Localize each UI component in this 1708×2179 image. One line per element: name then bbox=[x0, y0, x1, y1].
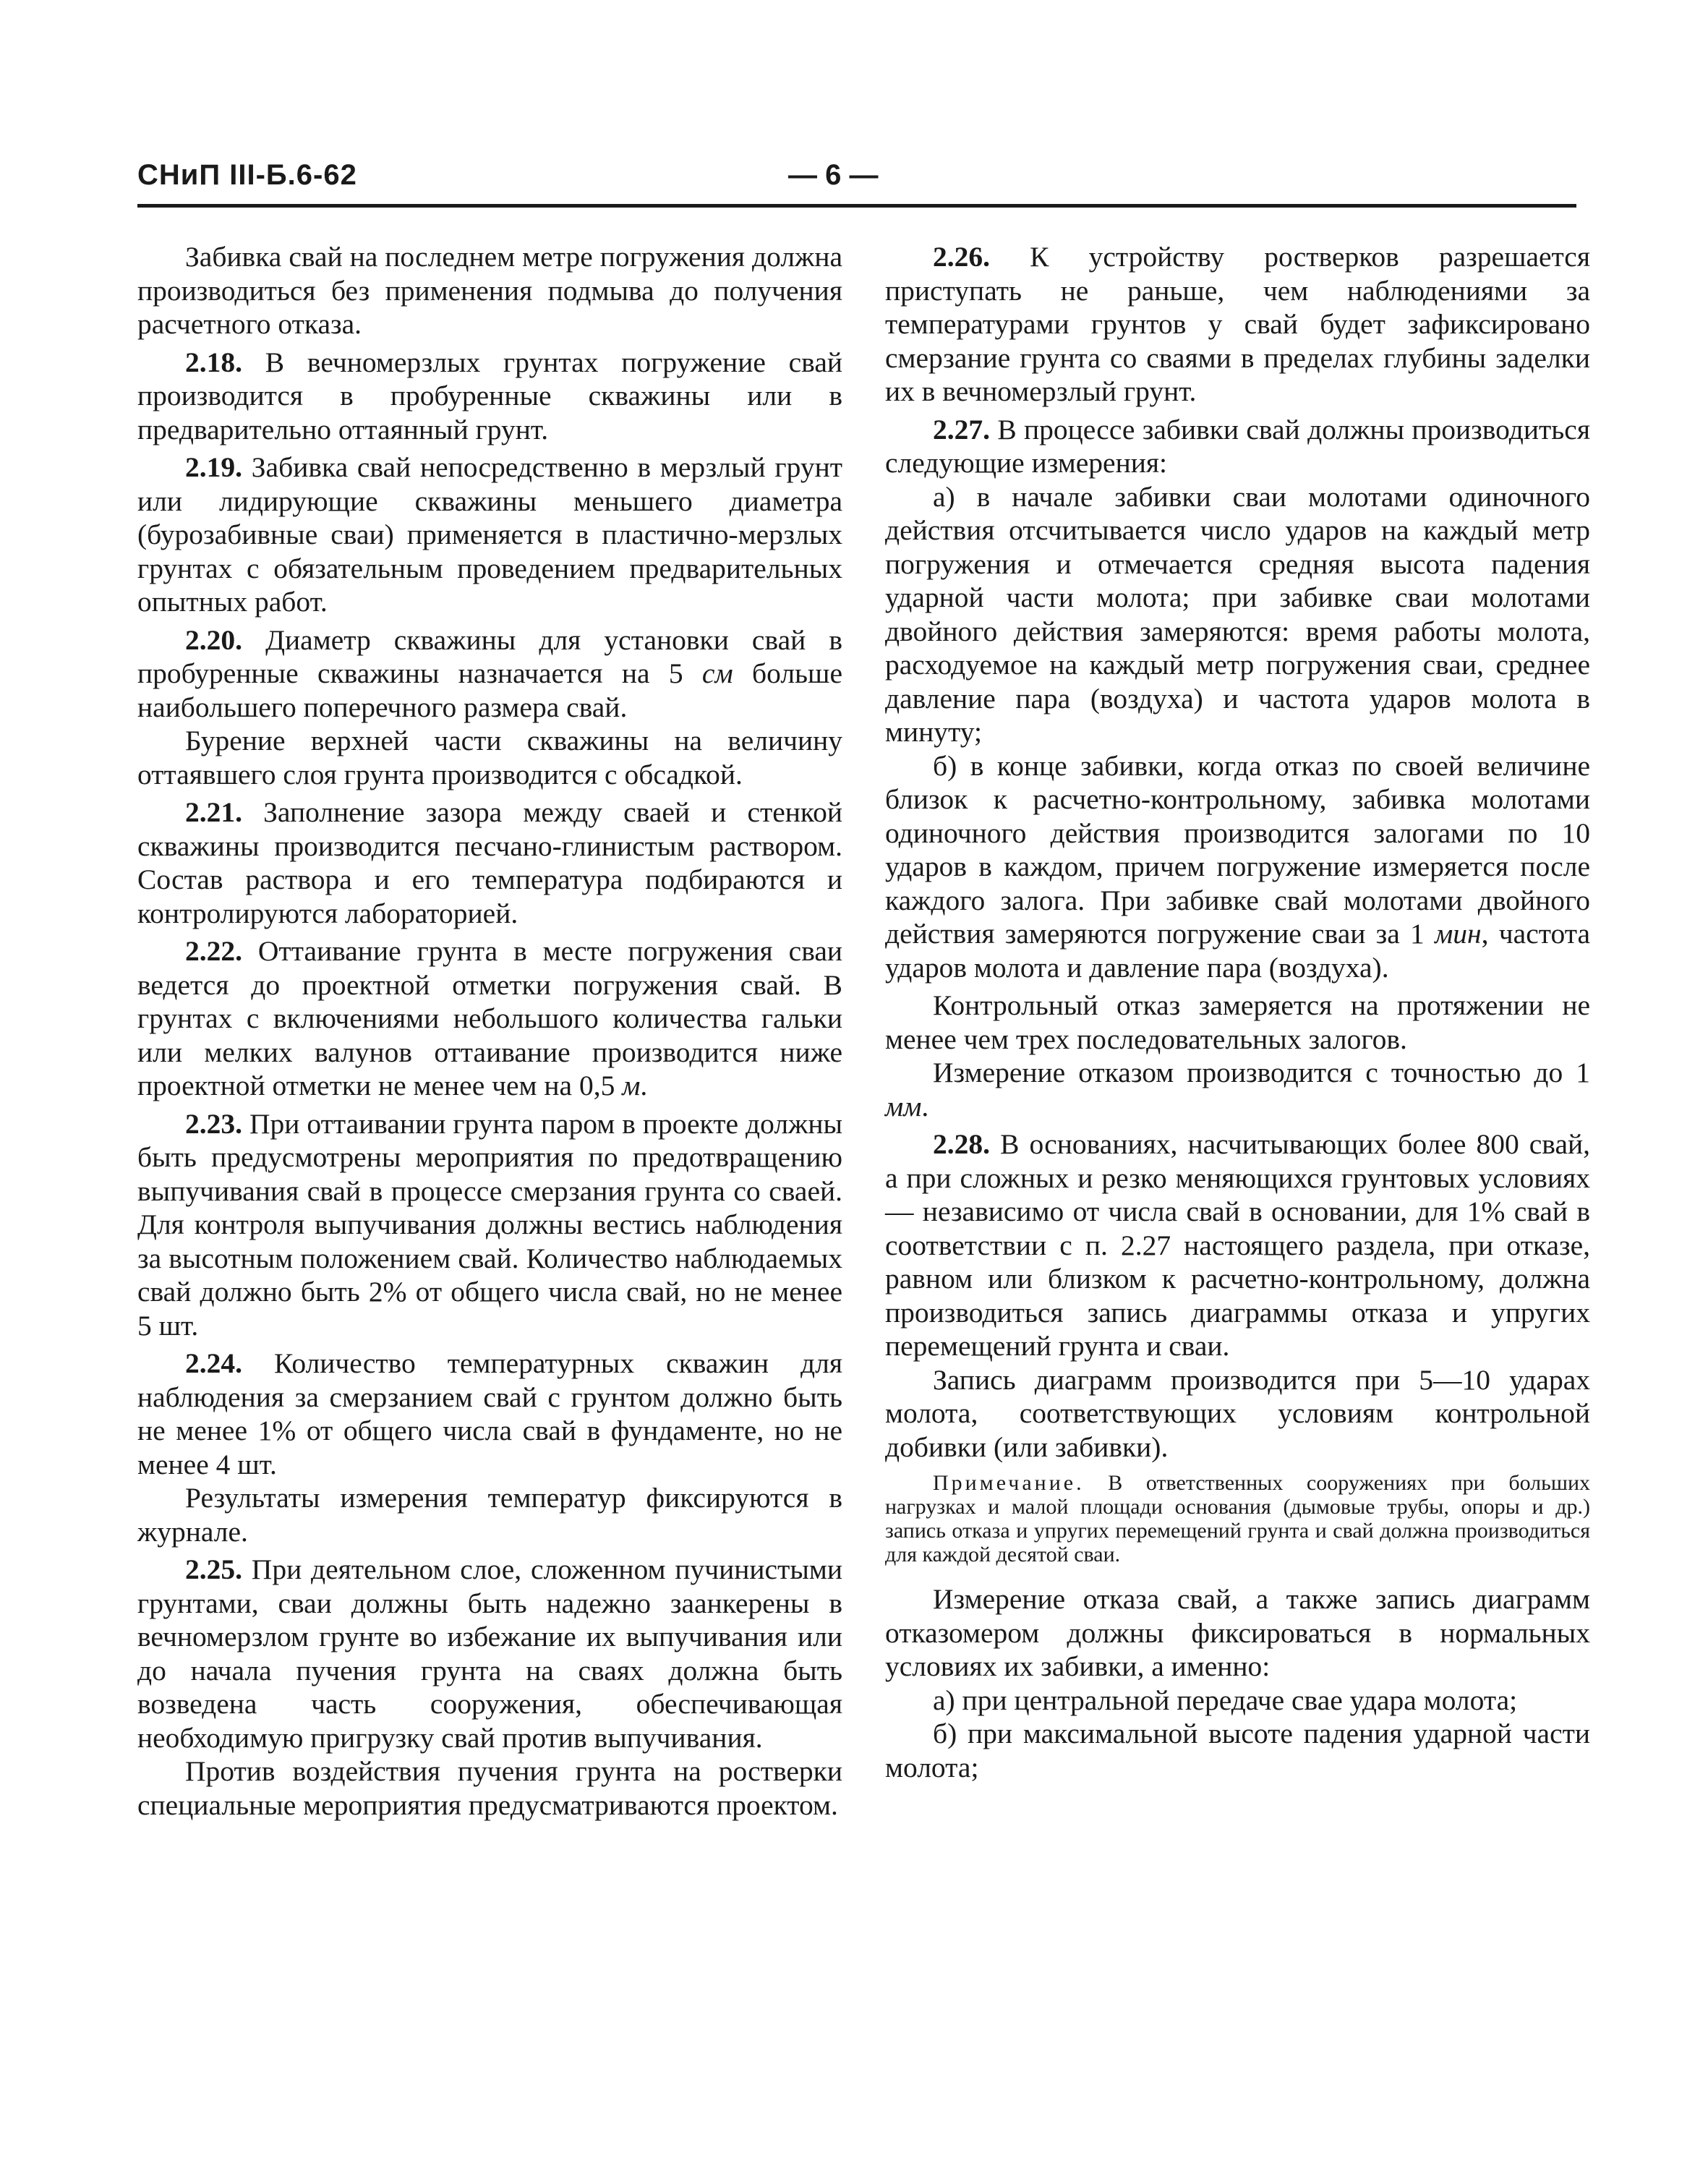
unit: см bbox=[701, 657, 733, 689]
page-header bbox=[137, 159, 1576, 200]
clause-2-20 bbox=[137, 623, 842, 725]
clause-text: больше наибольшего поперечного размера свай. bbox=[137, 657, 843, 723]
clause-number: 2.22. bbox=[185, 935, 242, 967]
note-label: Примечание. bbox=[933, 1471, 1085, 1495]
paragraph bbox=[885, 1056, 1590, 1123]
clause-2-28 bbox=[885, 1127, 1590, 1363]
header-rule bbox=[137, 204, 1576, 208]
clause-text: Оттаивание грунта в месте погружения сваи ведется до проектной отметки погружения свай. В грунтах с включениями небольшого количества гальки или мелких валунов оттаивание производится ниже проектной отметки не менее чем на 0,5 bbox=[137, 935, 842, 1101]
paragraph bbox=[137, 1754, 842, 1822]
note-text: В ответственных сооружениях при больших нагрузках и малой площади основания (дымовые трубы, опоры и др.) запись отказа и упругих перемещений грунта и свай должна производиться для каждой десятой сваи. bbox=[885, 1471, 1590, 1566]
unit: м bbox=[622, 1070, 641, 1101]
paragraph-text: Запись диаграмм производится при 5—10 ударах молота, соответствующих условиям контрольной добивки (или забивки). bbox=[885, 1363, 1590, 1463]
list-item-a bbox=[885, 480, 1590, 749]
clause-text: Заполнение зазора между сваей и стенкой скважины производится песчано-глинистым раствором. Состав раствора и его температура подбираются и контролируются лабораторией. bbox=[137, 796, 842, 929]
clause-text: Диаметр скважины для установки свай в пробуренные скважины назначается на 5 bbox=[137, 623, 842, 689]
unit: мм bbox=[885, 1090, 922, 1122]
clause-text: В вечномерзлых грунтах погружение свай производится в пробуренные скважины или в предварительно оттаянный грунт. bbox=[137, 346, 842, 445]
paragraph bbox=[885, 989, 1590, 1056]
paragraph-text: Измерение отказа свай, а также запись диаграмм отказомером должны фиксироваться в нормальных условиях их забивки, а именно: bbox=[885, 1583, 1590, 1682]
list-item-text: а) в начале забивки сваи молотами одиночного действия отсчитывается число ударов на каждый метр погружения и отмечается средняя высота падения ударной части молота; при забивке сваи молотами двойного действия замеряются: время работы молота, расходуемое на каждый метр погружения сваи, среднее давление пара (воздуха) и частота ударов молота в минуту; bbox=[885, 480, 1590, 748]
paragraph-text: Забивка свай на последнем метре погружения должна производиться без применения подмыва до получения расчетного отказа. bbox=[137, 241, 842, 340]
list-item-b bbox=[885, 1717, 1590, 1784]
clause-number: 2.27. bbox=[933, 413, 990, 445]
list-item-text: , частота ударов молота и давление пара (воздуха). bbox=[885, 918, 1590, 984]
clause-2-26 bbox=[885, 240, 1590, 409]
paragraph-text: Против воздействия пучения грунта на ростверки специальные мероприятия предусматриваются проектом. bbox=[137, 1755, 842, 1821]
clause-number: 2.20. bbox=[185, 623, 242, 656]
clause-text: При деятельном слое, сложенном пучинистыми грунтами, сваи должны быть надежно заанкерены в вечномерзлом грунте во избежание их выпучивания или до начала пучения грунта на сваях должна быть возведена часть сооружения, обеспечивающая необходимую пригрузку свай против выпучивания. bbox=[137, 1553, 842, 1754]
clause-number: 2.19. bbox=[185, 451, 242, 483]
clause-number: 2.23. bbox=[185, 1107, 242, 1140]
paragraph-text: . bbox=[921, 1090, 929, 1122]
document-code: СНиП III-Б.6-62 bbox=[137, 159, 357, 191]
clause-text: К устройству ростверков разрешается приступать не раньше, чем наблюдениями за температурами грунтов у свай будет зафиксировано смерзание грунта со сваями в пределах глубины заделки их в вечномерзлый грунт. bbox=[885, 241, 1590, 407]
list-item-text: а) при центральной передаче сваe удара молота; bbox=[933, 1684, 1518, 1716]
page-number: — 6 — bbox=[788, 159, 879, 191]
clause-2-19 bbox=[137, 451, 842, 619]
clause-number: 2.18. bbox=[185, 346, 242, 378]
clause-number: 2.21. bbox=[185, 796, 242, 828]
unit: мин bbox=[1435, 918, 1482, 950]
clause-text: В основаниях, насчитывающих более 800 свай, а при сложных и резко меняющихся грунтовых условиях — независимо от числа свай в основании, для 1% свай в соответствии с п. 2.27 настоящего раздела, при отказе, равном или близком к расчетно-контрольному, должна производиться запись диаграммы отказа и упругих перемещений грунта и сваи. bbox=[885, 1128, 1590, 1362]
paragraph bbox=[137, 240, 842, 341]
clause-2-27 bbox=[885, 413, 1590, 480]
right-column bbox=[885, 240, 1590, 1784]
paragraph bbox=[885, 1363, 1590, 1464]
clause-text: . bbox=[640, 1070, 648, 1101]
clause-2-21 bbox=[137, 796, 842, 930]
list-item-text: б) при максимальной высоте падения ударной части молота; bbox=[885, 1718, 1590, 1783]
clause-number: 2.24. bbox=[185, 1347, 242, 1379]
clause-number: 2.28. bbox=[933, 1128, 990, 1160]
clause-text: При оттаивании грунта паром в проекте должны быть предусмотрены мероприятия по предотвращению выпучивания свай в процессе смерзания грунта со сваей. Для контроля выпучивания должны вестись наблюдения за высотным положением свай. Количество наблюдаемых свай должно быть 2% от общего числа свай, но не менее 5 шт. bbox=[137, 1107, 842, 1342]
clause-text: Забивка свай непосредственно в мерзлый грунт или лидирующие скважины меньшего диаметра (бурозабивные сваи) применяется в пластично-мерзлых грунтах с обязательным проведением предварительных опытных работ. bbox=[137, 451, 842, 618]
clause-number: 2.25. bbox=[185, 1553, 242, 1585]
paragraph bbox=[885, 1582, 1590, 1684]
clause-2-23 bbox=[137, 1107, 842, 1343]
paragraph bbox=[137, 724, 842, 791]
paragraph bbox=[137, 1481, 842, 1548]
clause-2-25 bbox=[137, 1553, 842, 1754]
paragraph-text: Результаты измерения температур фиксируются в журнале. bbox=[137, 1482, 842, 1548]
clause-2-24 bbox=[137, 1347, 842, 1481]
paragraph-text: Измерение отказом производится с точностью до 1 bbox=[933, 1057, 1590, 1088]
clause-2-22 bbox=[137, 934, 842, 1103]
clause-text: В процессе забивки свай должны производиться следующие измерения: bbox=[885, 413, 1590, 479]
paragraph-text: Контрольный отказ замеряется на протяжении не менее чем трех последовательных залогов. bbox=[885, 989, 1590, 1055]
list-item-b bbox=[885, 749, 1590, 985]
paragraph-text: Бурение верхней части скважины на величину оттаявшего слоя грунта производится с обсадкой. bbox=[137, 725, 842, 790]
clause-number: 2.26. bbox=[933, 241, 990, 273]
left-column bbox=[137, 240, 842, 1826]
list-item-a bbox=[885, 1684, 1590, 1718]
clause-2-18 bbox=[137, 346, 842, 447]
clause-text: Количество температурных скважин для наблюдения за смерзанием свай с грунтом должно быть не менее 1% от общего числа свай в фундаменте, но не менее 4 шт. bbox=[137, 1347, 842, 1480]
note bbox=[885, 1471, 1590, 1566]
list-item-text: б) в конце забивки, когда отказ по своей величине близок к расчетно-контрольному, забивка молотами одиночного действия производится залогами по 10 ударов в каждом, причем погружение измеряется после каждого залога. При забивке свай молотами двойного действия замеряются погружение сваи за 1 bbox=[885, 749, 1590, 950]
